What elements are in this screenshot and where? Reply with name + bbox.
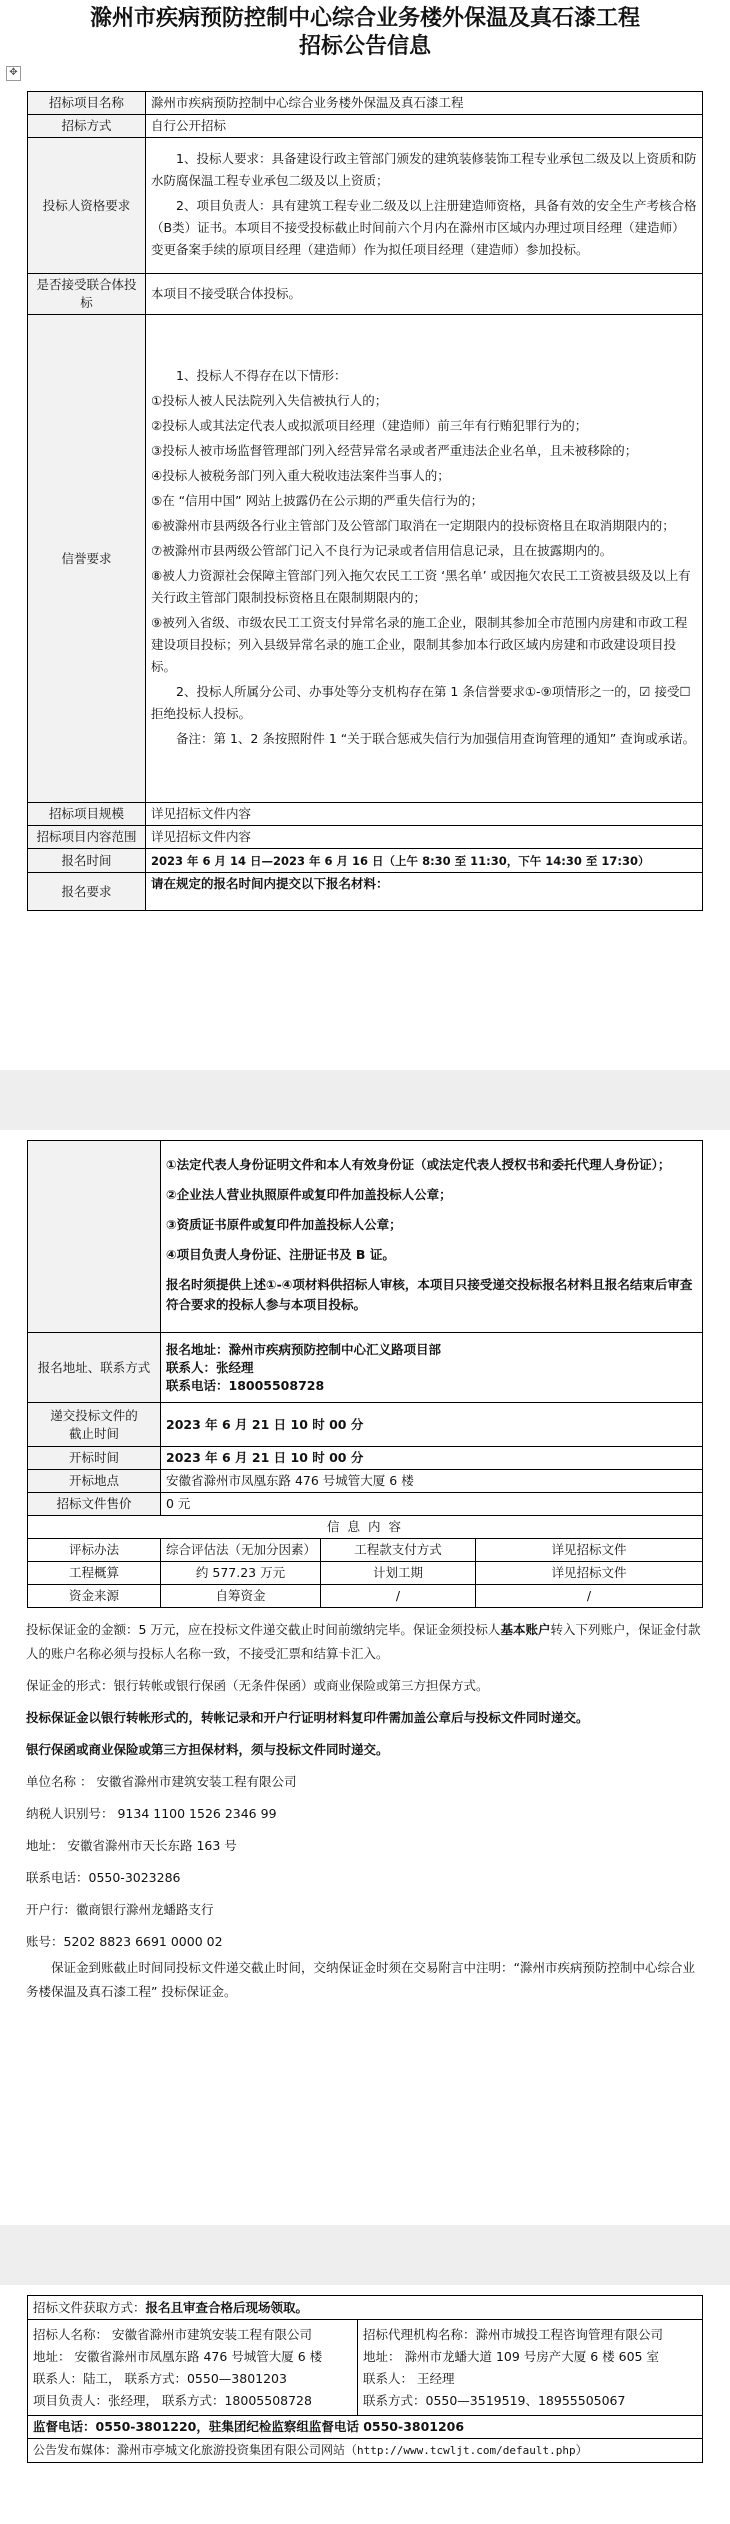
label-open-place: 开标地点 (28, 1470, 161, 1493)
value-method: 自行公开招标 (146, 115, 703, 138)
value-project-name: 滁州市疾病预防控制中心综合业务楼外保温及真石漆工程 (146, 92, 703, 115)
value-doc-price: 0 元 (161, 1493, 703, 1516)
agency-name: 招标代理机构名称：滁州市城投工程咨询管理有限公司 (363, 2326, 664, 2342)
qualification-p2: 2、项目负责人：具有建筑工程专业二级及以上注册建造师资格，具备有效的安全生产考核合格（B类）证书。本项目不接受投标截止时间前六个月内在滁州市区域内办理过项目经理（建造师）变更备案手续的原项目经理（建造师）作为拟任项目经理（建造师）参加投标。 (151, 197, 697, 257)
value-open-place: 安徽省滁州市凤凰东路 476 号城管大厦 6 楼 (161, 1470, 703, 1493)
label-credit: 信誉要求 (28, 315, 146, 803)
label-doc-price: 招标文件售价 (28, 1493, 161, 1516)
tender-contact-table (27, 2295, 703, 2463)
table-row (28, 1493, 703, 1516)
table-row (28, 2416, 703, 2439)
label-deadline: 递交投标文件的 截止时间 (28, 1403, 161, 1447)
credit-item: ⑨被列入省级、市级农民工工资支付异常名录的施工企业，限制其参加全市范围内房建和市政工程建设项目投标；列入县级异常名录的施工企业，限制其参加本行政区域内房建和市政建设项目投标。 (151, 614, 688, 674)
info-header: 信 息 内 容 (28, 1516, 703, 1539)
deposit-transfer-note: 投标保证金以银行转帐形式的，转帐记录和开户行证明材料复印件需加盖公章后与投标文件同时递交。 (26, 1710, 589, 1725)
credit-item: ⑤在 “信用中国” 网站上披露仍在公示期的严重失信行为的； (151, 492, 484, 508)
deposit-unit: 单位名称 ： 安徽省滁州市建筑安装工程有限公司 (26, 1774, 297, 1789)
deposit-tax-id: 纳税人识别号： 9134 1100 1526 2346 99 (26, 1806, 277, 1821)
deposit-final-note: 保证金到账截止时间同投标文件递交截止时间，交纳保证金时须在交易附言中注明：“滁州市疾病预防控制中心综合业务楼保温及真石漆工程” 投标保证金。 (26, 1960, 695, 1999)
label-open-time: 开标时间 (28, 1447, 161, 1470)
value-scale: 详见招标文件内容 (146, 803, 703, 826)
table-row (28, 1539, 703, 1562)
credit-item: ③投标人被市场监督管理部门列入经营异常名录或者严重违法企业名单，且未被移除的； (151, 442, 638, 458)
credit-item: ⑥被滁州市县两级各行业主管部门及公管部门取消在一定期限内的投标资格且在取消期限内的； (151, 517, 675, 533)
table-cell: 自筹资金 (161, 1585, 321, 1608)
reg-phone: 联系电话：18005508728 (166, 1377, 325, 1393)
agency-phone: 联系方式：0550—3519519、18955505067 (363, 2392, 626, 2408)
table-cell: 约 577.23 万元 (161, 1562, 321, 1585)
agency-info (358, 2320, 703, 2416)
table-row (28, 803, 703, 826)
agency-contact: 联系人： 王经理 (363, 2370, 455, 2386)
page-title (0, 4, 730, 60)
page-1 (0, 0, 730, 1070)
tender-info-table-2 (27, 1140, 703, 1608)
material-item: ①法定代表人身份证明文件和本人有效身份证（或法定代表人授权书和委托代理人身份证）； (166, 1157, 671, 1172)
table-row (28, 274, 703, 315)
table-row (28, 1333, 703, 1403)
credit-item: ②投标人或其法定代表人或拟派项目经理（建造师）前三年有行贿犯罪行为的； (151, 417, 588, 433)
media-link[interactable]: http://www.tcwljt.com/default.php (357, 2444, 576, 2457)
deposit-amount: 投标保证金的金额：5 万元，应在投标文件递交截止时间前缴纳完毕。保证金须投标人基本账户转入下列账户，保证金付款人的账户名称必须与投标人名称一致，不接受汇票和结算卡汇入。 (26, 1622, 701, 1661)
table-cell: 详见招标文件 (476, 1562, 703, 1585)
table-row (28, 873, 703, 911)
table-row (28, 1585, 703, 1608)
page-3 (0, 2285, 730, 2524)
title-line-2: 招标公告信息 (298, 33, 431, 59)
table-cell: 工程款支付方式 (321, 1539, 476, 1562)
deposit-section (26, 1618, 706, 2012)
value-reg-time: 2023 年 6 月 14 日—2023 年 6 月 16 日（上午 8:30 至 11:30，下午 14:30 至 17:30） (146, 849, 703, 873)
tenderer-contact: 联系人：陆工， 联系方式：0550—3801203 (33, 2370, 287, 2386)
deposit-address: 地址： 安徽省滁州市天长东路 163 号 (26, 1838, 237, 1853)
credit-item: 2、投标人所属分公司、办事处等分支机构存在第 1 条信誉要求①-⑨项情形之一的，☑ 接受☐拒绝投标人投标。 (151, 683, 691, 721)
value-credit (146, 315, 703, 803)
page-2 (0, 1130, 730, 2225)
table-cell: 评标办法 (28, 1539, 161, 1562)
table-row (28, 2439, 703, 2463)
table-row (28, 138, 703, 274)
deposit-guarantee-note: 银行保函或商业保险或第三方担保材料，须与投标文件同时递交。 (26, 1742, 389, 1757)
table-row (28, 92, 703, 115)
value-qualification (146, 138, 703, 274)
table-cell: 资金来源 (28, 1585, 161, 1608)
table-cell: 计划工期 (321, 1562, 476, 1585)
label-reg-time: 报名时间 (28, 849, 146, 873)
reg-contact: 联系人：张经理 (166, 1359, 254, 1375)
label-scale: 招标项目规模 (28, 803, 146, 826)
table-row (28, 115, 703, 138)
page-gap (0, 2225, 730, 2285)
material-item: ③资质证书原件或复印件加盖投标人公章； (166, 1217, 402, 1232)
table-row (28, 2320, 703, 2416)
material-item: 报名时须提供上述①-④项材料供招标人审核，本项目只接受递交投标报名材料且报名结束后审查符合要求的投标人参与本项目投标。 (166, 1277, 693, 1312)
table-row (28, 1141, 703, 1333)
table-cell: / (321, 1585, 476, 1608)
value-consortium: 本项目不接受联合体投标。 (146, 274, 703, 315)
qualification-p1: 1、投标人要求：具备建设行政主管部门颁发的建筑装修装饰工程专业承包二级及以上资质和防水防腐保温工程专业承包二级及以上资质； (151, 150, 697, 188)
table-row (28, 1562, 703, 1585)
label-project-name: 招标项目名称 (28, 92, 146, 115)
materials-list (161, 1141, 703, 1333)
table-cell: 工程概算 (28, 1562, 161, 1585)
label-qualification: 投标人资格要求 (28, 138, 146, 274)
supervise-phone: 监督电话：0550-3801220，驻集团纪检监察组监督电话 0550-3801206 (28, 2416, 703, 2439)
credit-item: ①投标人被人民法院列入失信被执行人的； (151, 392, 388, 408)
table-row (28, 849, 703, 873)
value-reg-place (161, 1333, 703, 1403)
material-item: ④项目负责人身份证、注册证书及 B 证。 (166, 1247, 395, 1262)
table-cell: 综合评估法（无加分因素） (161, 1539, 321, 1562)
deposit-form: 保证金的形式：银行转帐或银行保函（无条件保函）或商业保险或第三方担保方式。 (26, 1678, 489, 1693)
title-line-1: 滁州市疾病预防控制中心综合业务楼外保温及真石漆工程 (89, 5, 640, 31)
tenderer-pm: 项目负责人：张经理， 联系方式：18005508728 (33, 2392, 312, 2408)
value-scope: 详见招标文件内容 (146, 826, 703, 849)
label-scope: 招标项目内容范围 (28, 826, 146, 849)
table-cell: 详见招标文件 (476, 1539, 703, 1562)
table-row (28, 1447, 703, 1470)
table-row (28, 315, 703, 803)
material-item: ②企业法人营业执照原件或复印件加盖投标人公章； (166, 1187, 452, 1202)
credit-item: 1、投标人不得存在以下情形： (176, 367, 347, 383)
label-reg-req: 报名要求 (28, 873, 146, 911)
credit-item: ⑧被人力资源社会保障主管部门列入拖欠农民工工资 ‘黑名单’ 或因拖欠农民工工资被县级及以上有关行政主管部门限制投标资格且在限制期限内的； (151, 567, 691, 605)
credit-item: 备注：第 1、2 条按照附件 1 “关于联合惩戒失信行为加强信用查询管理的通知” 查询或承诺。 (176, 730, 696, 746)
value-deadline: 2023 年 6 月 21 日 10 时 00 分 (161, 1403, 703, 1447)
table-row (28, 1516, 703, 1539)
deposit-bank: 开户行：徽商银行滁州龙蟠路支行 (26, 1902, 214, 1917)
value-reg-req: 请在规定的报名时间内提交以下报名材料： (146, 873, 703, 911)
table-row (28, 1470, 703, 1493)
reg-address: 报名地址：滁州市疾病预防控制中心汇义路项目部 (166, 1341, 442, 1357)
acquire-method: 招标文件获取方式：报名且审查合格后现场领取。 (28, 2296, 703, 2320)
tenderer-name: 招标人名称： 安徽省滁州市建筑安装工程有限公司 (33, 2326, 312, 2342)
table-cell: / (476, 1585, 703, 1608)
table-row (28, 1403, 703, 1447)
value-open-time: 2023 年 6 月 21 日 10 时 00 分 (161, 1447, 703, 1470)
deposit-tel: 联系电话：0550-3023286 (26, 1870, 181, 1885)
table-row (28, 826, 703, 849)
tenderer-info (28, 2320, 358, 2416)
label-reg-place: 报名地址、联系方式 (28, 1333, 161, 1403)
credit-item: ⑦被滁州市县两级公管部门记入不良行为记录或者信用信息记录，且在披露期内的。 (151, 542, 613, 558)
credit-item: ④投标人被税务部门列入重大税收违法案件当事人的； (151, 467, 450, 483)
tender-info-table-1 (27, 91, 703, 911)
media-info: 公告发布媒体：滁州市亭城文化旅游投资集团有限公司网站（http://www.tcwljt.com/default.php） (28, 2439, 703, 2463)
deposit-account: 账号：5202 8823 6691 0000 02 (26, 1934, 223, 1949)
page-gap (0, 1070, 730, 1130)
move-handle-icon[interactable]: ✥ (6, 66, 21, 81)
table-row (28, 2296, 703, 2320)
tenderer-address: 地址： 安徽省滁州市凤凰东路 476 号城管大厦 6 楼 (33, 2348, 323, 2364)
agency-address: 地址： 滁州市龙蟠大道 109 号房产大厦 6 楼 605 室 (363, 2348, 659, 2364)
label-method: 招标方式 (28, 115, 146, 138)
label-consortium: 是否接受联合体投标 (28, 274, 146, 315)
